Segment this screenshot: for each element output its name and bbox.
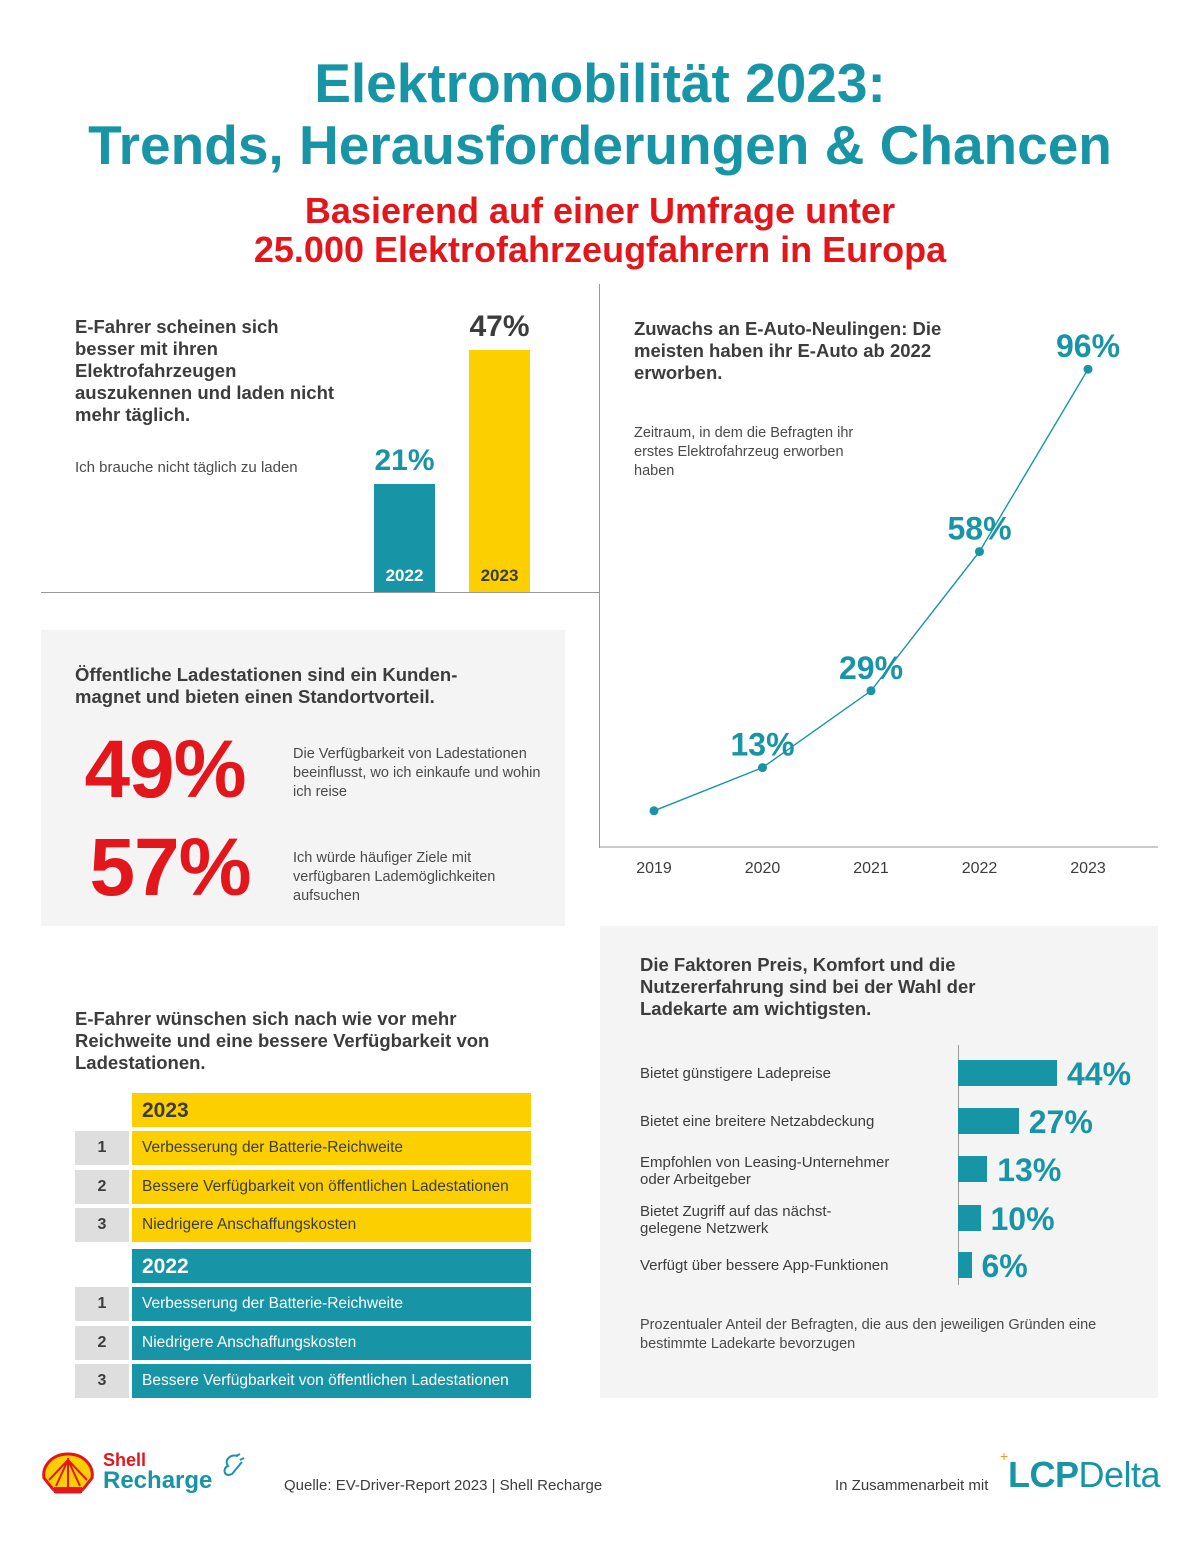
x-tick-2021: 2021 <box>853 860 889 877</box>
page-subtitle-line1: Basierend auf einer Umfrage unter <box>304 190 896 231</box>
rank-2022-3-label: Bessere Verfügbarkeit von öffentlichen Ladestationen <box>132 1364 531 1398</box>
wish-heading: E-Fahrer wünschen sich nach wie vor mehr Reichweite und eine bessere Verfügbarkeit von Ladestationen. <box>75 1008 490 1073</box>
bar-2022-year: 2022 <box>385 565 424 585</box>
line-label-2023: 96% <box>1055 328 1121 365</box>
bar-2022-value: 21% <box>374 443 435 477</box>
line-label-2020: 13% <box>730 726 795 763</box>
hbar-value-4: 10% <box>990 1201 1055 1237</box>
rank-2023-3-label: Niedrigere Anschaffungskosten <box>132 1208 531 1242</box>
hbar-value-5: 6% <box>981 1248 1028 1284</box>
rank-2023-2-label: Bessere Verfügbarkeit von öffentlichen Ladestationen <box>132 1170 531 1204</box>
rank-2022-1-number: 1 <box>75 1287 129 1321</box>
hbar-label-2 <box>640 1113 874 1130</box>
series-line <box>654 369 1088 811</box>
hbar-5 <box>958 1252 972 1278</box>
line-label-2022: 58% <box>947 510 1012 547</box>
newcomer-note: Zeitraum, in dem die Befragten ihr erstes Elektrofahrzeug erworben haben <box>634 425 854 479</box>
line-point-2021 <box>867 686 876 695</box>
rank-2022-1-label: Verbesserung der Batterie-Reichweite <box>132 1287 531 1321</box>
page-title-line2: Trends, Herausforderungen & Chancen <box>88 114 1112 176</box>
hbar-label-line: Bietet günstigere Ladepreise <box>640 1065 831 1082</box>
hbar-label-3 <box>640 1154 889 1188</box>
brand-recharge-text: Recharge <box>103 1467 213 1494</box>
newcomer-line-chart <box>600 290 1170 890</box>
divider-horizontal <box>41 592 599 593</box>
partner-text: In Zusammenarbeit mit <box>835 1477 989 1494</box>
hbar-label-line: gelegene Netzwerk <box>640 1220 769 1237</box>
bar-2023-year: 2023 <box>480 565 519 585</box>
charging-note: Ich brauche nicht täglich zu laden <box>75 459 298 476</box>
line-point-2023 <box>1084 365 1093 374</box>
partner-plus-icon: + <box>1000 1448 1009 1464</box>
x-tick-2020: 2020 <box>744 860 781 877</box>
rank-2022-2-label: Niedrigere Anschaffungskosten <box>132 1326 531 1360</box>
card-heading: Die Faktoren Preis, Komfort und die Nutzererfahrung sind bei der Wahl der Ladekarte am wichtigsten. <box>640 954 976 1019</box>
station-heading: Öffentliche Ladestationen sind ein Kunden-magnet und bieten einen Standortvorteil. <box>75 664 458 707</box>
rank-2023-header: 2023 <box>132 1093 531 1127</box>
partner-logo <box>1008 1455 1160 1495</box>
stat1-value: 49% <box>84 724 246 815</box>
brand-shell-text: Shell <box>103 1450 147 1470</box>
stat2-value: 57% <box>89 822 251 913</box>
hbar-label-1 <box>640 1065 831 1082</box>
x-tick-2022: 2022 <box>961 860 998 877</box>
hbar-value-3: 13% <box>997 1152 1062 1188</box>
rank-2022-2-number: 2 <box>75 1326 129 1360</box>
newcomer-heading: Zuwachs an E-Auto-Neulingen: Die meisten haben ihr E-Auto ab 2022 erworben. <box>634 318 942 383</box>
hbar-label-line: Verfügt über bessere App-Funktionen <box>640 1257 889 1274</box>
page-subtitle-line2: 25.000 Elektrofahrzeugfahrern in Europa <box>253 229 947 270</box>
hbar-label-line: Bietet Zugriff auf das nächst- <box>640 1203 832 1220</box>
stat2-text: Ich würde häufiger Ziele mit verfügbaren Lademöglichkeiten aufsuchen <box>293 850 496 904</box>
stat1-text: Die Verfügbarkeit von Ladestationen beeinflusst, wo ich einkaufe und wohin ich reise <box>293 746 541 800</box>
hbar-4 <box>958 1205 981 1231</box>
recharge-plug-icon <box>218 1452 246 1480</box>
hbar-label-line: Empfohlen von Leasing-Unternehmer <box>640 1154 890 1171</box>
rank-2023-1-number: 1 <box>75 1131 129 1165</box>
hbar-label-line: Bietet eine breitere Netzabdeckung <box>640 1113 875 1130</box>
rank-2023-3-number: 3 <box>75 1208 129 1242</box>
bar-2023 <box>469 350 530 592</box>
hbar-label-line: oder Arbeitgeber <box>640 1171 751 1188</box>
x-tick-2019: 2019 <box>636 860 672 877</box>
source-text: Quelle: EV-Driver-Report 2023 | Shell Recharge <box>284 1477 603 1494</box>
partner-logo-lcp: LCP <box>1008 1454 1079 1495</box>
card-note: Prozentualer Anteil der Befragten, die aus den jeweiligen Gründen eine bestimmte Ladekarte bevorzugen <box>640 1317 1097 1352</box>
rank-2022-3-number: 3 <box>75 1364 129 1398</box>
line-point-2020 <box>758 763 767 772</box>
hbar-label-5 <box>640 1257 889 1274</box>
rank-2022-header: 2022 <box>132 1249 531 1283</box>
line-point-2019 <box>650 806 659 815</box>
charging-bar-chart <box>360 300 550 592</box>
hbar-2 <box>958 1108 1019 1134</box>
bar-2022 <box>374 484 435 592</box>
rank-2023-2-number: 2 <box>75 1170 129 1204</box>
line-point-2022 <box>975 547 984 556</box>
line-label-2021: 29% <box>838 649 904 686</box>
hbar-label-4 <box>640 1203 832 1237</box>
x-tick-2023: 2023 <box>1070 860 1106 877</box>
hbar-3 <box>958 1156 987 1182</box>
hbar-value-1: 44% <box>1067 1056 1132 1092</box>
bar-2023-value: 47% <box>469 309 530 343</box>
rank-2023-1-label: Verbesserung der Batterie-Reichweite <box>132 1131 531 1165</box>
partner-logo-delta: Delta <box>1078 1454 1161 1495</box>
hbar-1 <box>958 1060 1057 1086</box>
charging-heading: E-Fahrer scheinen sich besser mit ihren Elektrofahrzeugen auszukennen und laden nicht mehr täglich. <box>75 316 335 425</box>
hbar-value-2: 27% <box>1028 1104 1093 1140</box>
shell-pecten-icon <box>40 1452 96 1494</box>
page-title-line1: Elektromobilität 2023: <box>314 52 886 114</box>
